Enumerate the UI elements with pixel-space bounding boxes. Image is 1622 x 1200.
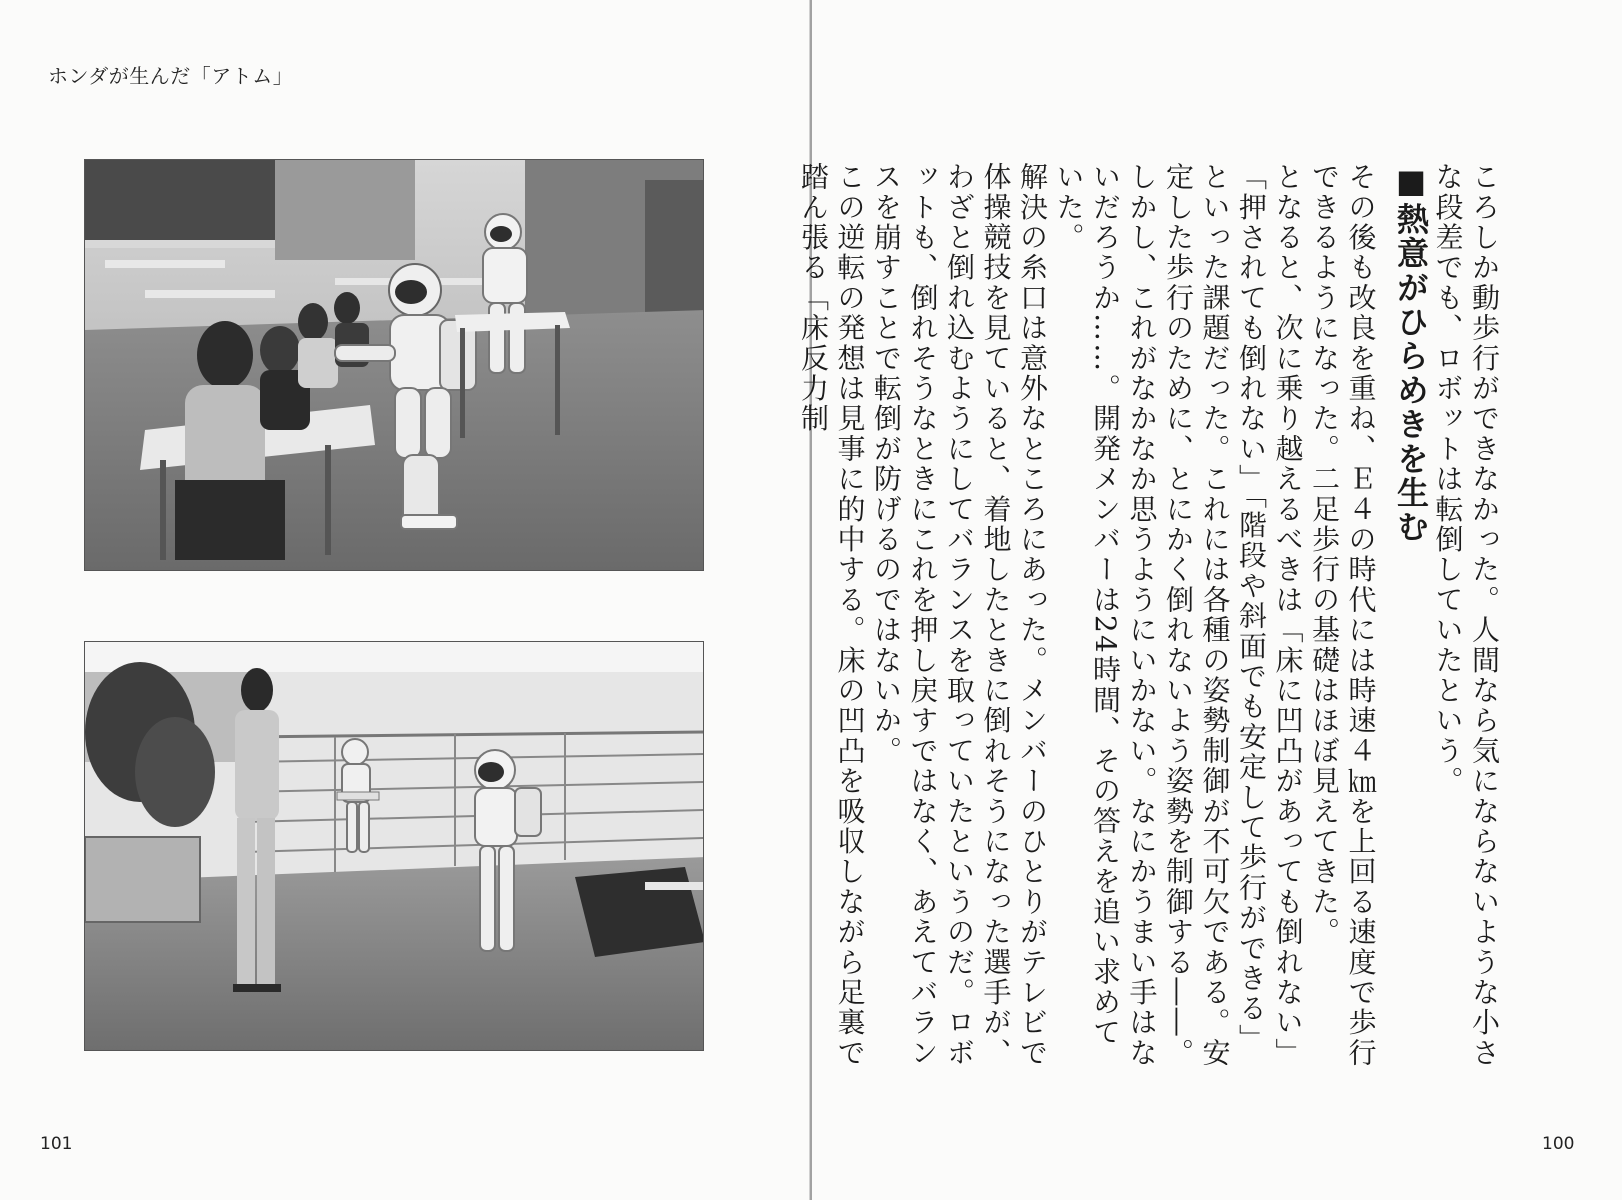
running-head: ホンダが生んだ「アトム」 xyxy=(48,64,294,88)
paragraph-3: となると、次に乗り越えるべきは「床に凹凸があっても倒れない」「押されても倒れない」「階段や斜面でも安定して歩行ができる」といった課題だった。これには各種の姿勢制御が不可欠である。安定した歩行のために、とにかく倒れないよう姿勢を制御する――。しかし、これがなかなか思うようにいかない。なにかうまい手はないだろうか……。開発メンバーは24時間、その答えを追い求めていた。 xyxy=(1052,162,1305,1069)
vertical-body-text xyxy=(797,162,1502,1069)
paragraph-1: ころしか動歩行ができなかった。人間なら気にならないような小さな段差でも、ロボットは転倒していたという。 xyxy=(1431,162,1501,1068)
paragraph-5: この逆転の発想は見事に的中する。床の凹凸を吸収しながら足裏で踏ん張る「床反力制 xyxy=(797,162,867,1068)
paragraph-2: その後も改良を重ね、Ｅ４の時代には時速４㎞を上回る速度で歩行できるようになった。二足歩行の基礎はほぼ見えてきた。 xyxy=(1308,162,1378,1068)
photo-robot-serving-cafe xyxy=(84,159,704,571)
right-page xyxy=(797,0,1622,1200)
page-number-left: 101 xyxy=(40,1134,73,1154)
photo-robots-walking-hall xyxy=(84,641,704,1051)
section-heading: ■熱意がひらめきを生む xyxy=(1392,162,1430,545)
page-number-right: 100 xyxy=(1542,1134,1575,1154)
left-page xyxy=(0,0,810,1200)
paragraph-4: 解決の糸口は意外なところにあった。メンバーのひとりがテレビで体操競技を見ていると、着地したときに倒れそうになった選手が、わざと倒れ込むようにしてバランスを取っていたというのだ。ロボットも、倒れそうなときにこれを押し戻すではなく、あえてバランスを崩すことで転倒が防げるのではないか。 xyxy=(870,162,1049,1068)
